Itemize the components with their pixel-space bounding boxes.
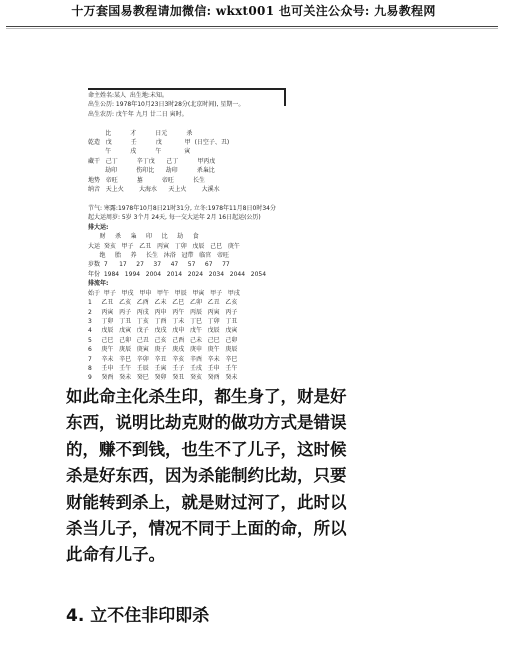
paragraph-line: 如此命主化杀生印，都生身了，财是好: [66, 387, 347, 406]
scan-line: 4 戊辰 戊寅 戊子 戊戌 戊申 戊午 戊辰 戊寅: [88, 327, 238, 335]
paragraph-line: 此命有儿子。: [66, 545, 165, 565]
bazi-chart-scan: [88, 88, 294, 392]
scan-line: 3 丁卯 丁丑 丁亥 丁酉 丁未 丁巳 丁卯 丁丑: [88, 317, 238, 325]
scan-line: 财 杀 枭 印 比 劫 食: [88, 233, 199, 241]
scan-line: 排流年:: [88, 280, 109, 288]
scan-line: 地势 帝旺 墓 帝旺 长生: [88, 176, 205, 184]
scan-line: 午 戌 午 寅: [88, 148, 191, 156]
paragraph-line: 的，赚不到钱，也生不了儿子，这时候: [66, 439, 347, 459]
scan-line: 命主姓名:某人 出生地:未知。: [88, 92, 168, 99]
scan-line: 藏干 己丁 辛丁戊 己丁 甲丙戊: [88, 157, 216, 165]
scan-line: 比 才 日元 杀: [88, 129, 193, 137]
scan-line: 7 辛未 辛巳 辛卯 辛丑 辛亥 辛酉 辛未 辛巳: [88, 355, 238, 363]
paragraph-line: 东西，说明比劫克财的做功方式是错误: [66, 413, 347, 433]
scan-line: 2 丙寅 丙子 丙戌 丙申 丙午 丙辰 丙寅 丙子: [88, 308, 238, 316]
scan-line: 乾造 戊 壬 戊 甲 (日空子、丑): [88, 139, 230, 147]
scan-line: 6 庚午 庚辰 庚寅 庚子 庚戌 庚申 庚午 庚辰: [88, 346, 238, 354]
paragraph-line: 财能转到杀上，就是财过河了，此时以: [66, 492, 347, 512]
paragraph-line: 杀当儿子，情况不同于上面的命，所以: [66, 519, 347, 539]
scan-line: 9 癸酉 癸未 癸巳 癸卯 癸丑 癸亥 癸酉 癸未: [88, 374, 238, 382]
header-rule-secondary: [6, 28, 498, 29]
header-rule: [6, 26, 498, 27]
paragraph-line: 杀是好东西，因为杀能制约比劫，只要: [66, 466, 347, 486]
scan-line: 年份 1984 1994 2004 2014 2024 2034 2044 2054: [88, 270, 267, 278]
scan-line: 8 壬申 壬午 壬辰 壬寅 壬子 壬戌 壬申 壬午: [88, 365, 238, 372]
section-heading: 4. 立不住非印即杀: [66, 606, 210, 626]
scan-line: 5 己巳 己卯 己丑 己亥 己酉 己未 己巳 己卯: [88, 336, 238, 344]
scan-line: 劫印 伤印比 劫印 杀枭比: [88, 167, 215, 175]
page-header: 十万套国易教程请加微信: wkxt001 也可关注公众号: 九易教程网: [71, 4, 436, 18]
scan-line: 1 乙丑 乙亥 乙酉 乙未 乙巳 乙卯 乙丑 乙亥: [88, 299, 238, 307]
scan-line: 岁数 7 17 27 37 47 57 67 77: [88, 261, 230, 269]
scan-line: 排大运:: [88, 223, 109, 231]
scan-line: 起大运周岁: 5岁 3个月 24天, 每一交大运年 2月 16日起运(公历): [88, 214, 261, 222]
scan-line: 大运 癸亥 甲子 乙丑 丙寅 丁卯 戊辰 己巳 庚午: [88, 242, 240, 250]
scan-line: 出生公历: 1978年10月23日3时28分(北京时间), 星期一。: [88, 101, 245, 109]
scan-line: 出生农历: 戊午年 九月 廿二日 寅时。: [88, 110, 188, 118]
scan-line: 始于 甲子 甲戌 甲申 甲午 甲辰 甲寅 甲子 甲戌: [88, 289, 240, 297]
scan-line: 纳音 天上火 大海水 天上火 大溪水: [88, 186, 220, 194]
scan-line: 节气: 寒露:1978年10月8日21时31分, 立冬:1978年11月8日0时34分: [88, 204, 276, 212]
body-paragraph: [66, 384, 436, 569]
scan-line: 绝 胎 养 长生 沐浴 冠带 临官 帝旺: [88, 252, 229, 260]
